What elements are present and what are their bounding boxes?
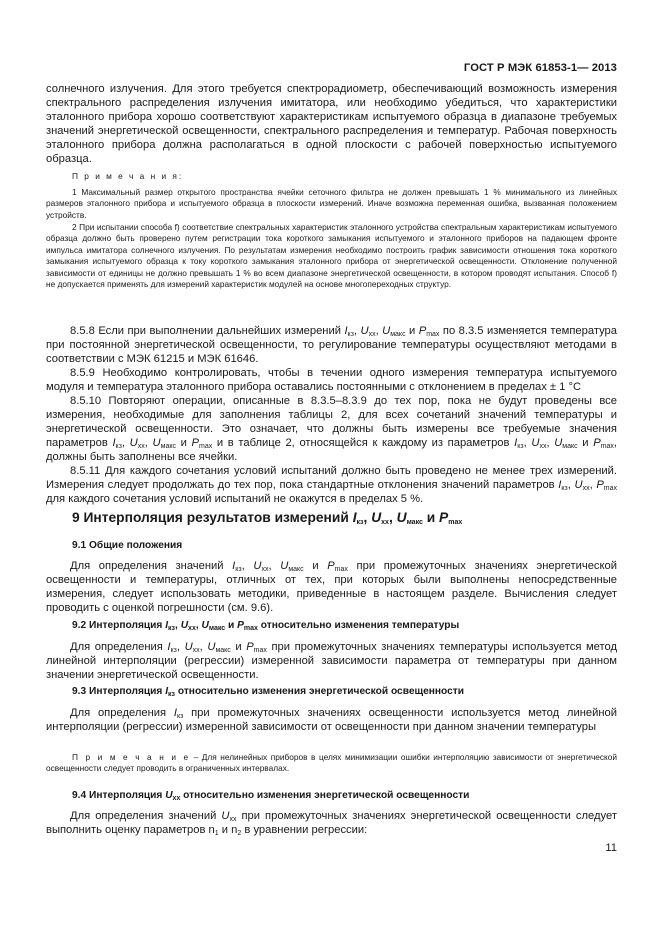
note-2: 2 При испытании способа f) соответствие спектральных характеристик эталонного устройства спектральным характеристикам испытуемого образца должно быть проверено путем регистрации тока короткого замыкания испытуемого и эталонного приборов на падающем фронте импульса имитатора солнечного излучения. По результатам измерения необходимо построить график зависимости отношения тока короткого замыкания испытуемого образца к току короткого замыкания эталонного прибора от энергетической освещенности. Отклонение полученной зависимости от единицы не должно превышать 1 % во всем диапазоне энергетической освещенности, в котором проводят испытания. Способ f) не допускается применять для измерений характеристик модулей на основе многопереходных структур. (46, 222, 617, 290)
section-9-4-heading: 9.4 Интерполяция $U_{хх}$ относительно изменения энергетической освещенности (72, 790, 470, 802)
section-9-3-heading: 9.3 Интерполяция $I_{кз}$ относительно изменения энергетической освещенности (72, 686, 465, 698)
note-1: 1 Максимальный размер открытого пространства ячейки сеточного фильтра не должен превышать 1 % минимального из линейных размеров эталонного прибора и испытуемого образца в плоскости измерений. Иначе возможна переменная ошибка, вызванная положением устройств. (46, 187, 617, 220)
section-9-2-text: Для определения $I_{кз}$, $U_{хх}$, $U_{макс}$ и $P_{max}$ при промежуточных значениях температуры используется метод линейной интерполяции (регрессии) измеренной зависимости параметра от температуры при данном значении энергетической освещенности. (46, 641, 618, 682)
section-9-2-heading: 9.2 Интерполяция $I_{кз}$, $U_{хх}$, $U_{макс}$ и $P_{max}$ относительно изменения температуры (72, 620, 460, 632)
section-9-1-text: Для определения значений $I_{кз}$, $U_{хх}$, $U_{макс}$ и $P_{max}$ при промежуточных значениях энергетической освещенности и температуры, отличных от тех, при которых были выполнены непосредственные измерения, следует использовать методики, приведенные в настоящем разделе. Вычисления следует проводить с оценкой погрешности (см. 9.6). (46, 560, 618, 615)
paragraph-8-5-8: 8.5.8 Если при выполнении дальнейших измерений $I_{кз}$, $U_{хх}$, $U_{макс}$ и $P_{max}$ по 8.3.5 изменяется температура при постоянной энергетической освещенности, то регулирование температуры осуществляют методами в соответствии с МЭК 61215 и МЭК 61646. (46, 325, 617, 366)
page-number: 11 (605, 842, 617, 854)
section-9-4-text: Для определения значений $U_{хх}$ при промежуточных значениях энергетической освещенности следует выполнить оценку параметров $n_1$ и $n_2$ в уравнении регрессии: (46, 810, 618, 838)
section-9-3-note: П р и м е ч а н и е – Для нелинейных приборов в целях минимизации ошибки интерполяцию зависимости от энергетической освещенности следует проводить в ограниченных интервалах. (46, 752, 618, 774)
document-header: ГОСТ Р МЭК 61853-1— 2013 (463, 62, 617, 74)
section-9-1-heading: 9.1 Общие положения (72, 540, 183, 551)
section-9-3-text: Для определения $I_{кз}$ при промежуточных значениях освещенности используется метод линейной интерполяции (регрессии) измеренной зависимости от освещенности при данном значении температуры (46, 707, 617, 734)
paragraph-8-5-10: 8.5.10 Повторяют операции, описанные в 8.3.5–8.3.9 до тех пор, пока не будут проведены все измерения, необходимые для заполнения таблицы 2, для всех сочетаний значений температуры и энергетической освещенности. Это означает, что должны быть измерены все требуемые значения параметров $I_{кз}$, $U_{хх}$, $U_{макс}$ и $P_{max}$ и в таблице 2, относящейся к каждому из параметров $I_{кз}$, $U_{хх}$, $U_{макс}$ и $P_{max}$, должны быть заполнены все ячейки. (46, 395, 618, 464)
paragraph-8-5-9: 8.5.9 Необходимо контролировать, чтобы в течении одного измерения температура испытуемого модуля и температура эталонного прибора оставались постоянными с отклонением в пределах ± 1 °С (46, 367, 617, 394)
section-9-heading: 9 Интерполяция результатов измерений $I_{кз}$, $U_{хх}$, $U_{макс}$ и $P_{max}$ (72, 510, 463, 526)
paragraph-8-5-11: 8.5.11 Для каждого сочетания условий испытаний должно быть проведено не менее трех измерений. Измерения следует продолжать до тех пор, пока стандартные отклонения значений параметров $I_{кз}$, $U_{хх}$, $P_{max}$ для каждого сочетания условий испытаний не окажутся в пределах 5 %. (46, 465, 618, 506)
notes-heading: П р и м е ч а н и я: (72, 171, 184, 181)
intro-paragraph: солнечного излучения. Для этого требуется спектрорадиометр, обеспечивающий возможность измерения спектрального распределения излучения имитатора, или необходимо убедиться, что характеристики эталонного прибора хорошо соответствуют характеристикам испытуемого образца в диапазоне требуемых значений энергетической освещенности, спектрального распределения и температур. Рабочая поверхность эталонного прибора должна располагаться в одной плоскости с рабочей поверхностью испытуемого образца. (46, 83, 617, 166)
